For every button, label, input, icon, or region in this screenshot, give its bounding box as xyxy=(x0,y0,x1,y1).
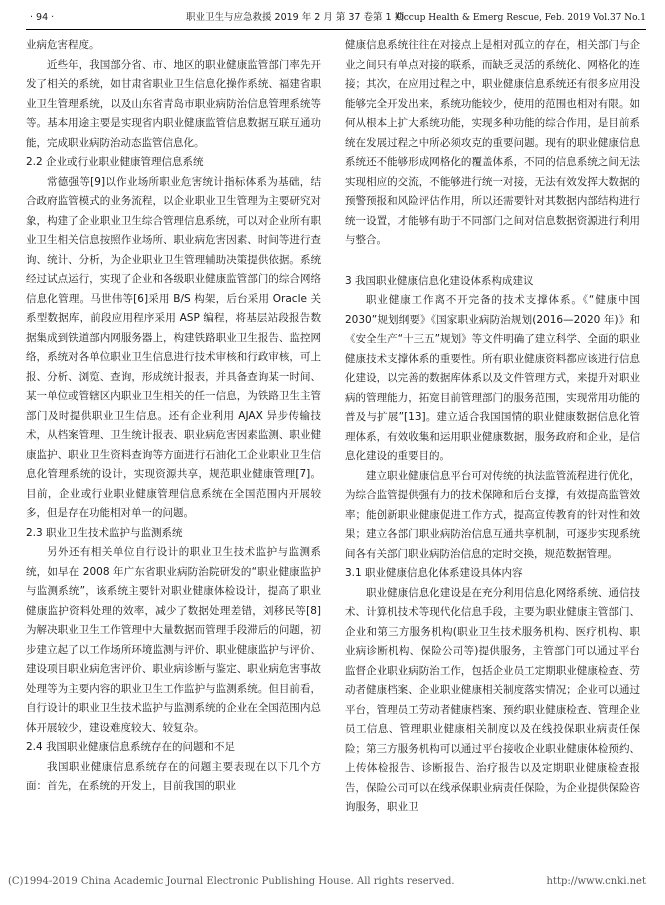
copyright-footer xyxy=(8,876,658,887)
journal-title-en: Occup Health & Emerg Rescue, Feb. 2019 Vol.37 No.1 xyxy=(396,13,646,23)
section-heading-2-4: 2.4 我国职业健康信息系统存在的问题和不足 xyxy=(26,741,236,753)
section-heading-2-3: 2.3 职业卫生技术监护与监测系统 xyxy=(26,526,183,539)
paragraph: 健康信息系统往往在对接点上是相对孤立的存在，相关部门与企业之间只有单点对接的联系，而缺乏灵活的系统化、网格化的连接；其次，在应用过程之中，职业健康信息系统还有很多应用没能够完全开发出来，系统功能较少，使用的范围也相对有限。如何从根本上扩大系统功能，实现多种功能的综合作用，是目前系统在发展过程之中所必须攻克的重要问题。现有的职业健康信息系统还不能够形成网格化的覆盖体系，不同的信息系统之间无法实现相应的交流，不能够进行统一对接，无法有效发挥大数据的预警预报和风险评估作用，所以还需要针对其数据内部结构进行统一设置，才能够有助于不同部门之间对信息数据资源进行利用与整合。 xyxy=(345,39,640,246)
section-heading-2-2: 2.2 企业或行业职业健康管理信息系统 xyxy=(26,156,204,168)
copyright-text: (C)1994-2019 China Academic Journal Electronic Publishing House. All rights reserved. xyxy=(8,876,455,887)
paragraph: 业病危害程度。 xyxy=(26,39,100,51)
running-header xyxy=(26,8,646,28)
section-heading-3: 3 我国职业健康信息化建设体系构成建议 xyxy=(345,274,534,287)
left-column xyxy=(26,36,321,797)
page-number: · 94 · xyxy=(30,12,55,23)
paragraph: 建立职业健康信息平台可对传统的执法监管流程进行优化，为综合监管提供强有力的技术保障和后台支撑，有效提高监管效率；能创新职业健康促进工作方式，提高宣传教育的针对性和效果；建立各部门职业病防治信息互通共享机制，可逐步实现系统间各有关部门职业病防治信息的定时交换，规范数据管理。 xyxy=(345,469,640,560)
paragraph: 职业健康信息化建设是在充分利用信息化网络系统、通信技术、计算机技术等现代化信息手段，主要为职业健康主管部门、企业和第三方服务机构(职业卫生技术服务机构、医疗机构、职业病诊断机构、保险公司等)提供服务，主管部门可以通过平台监督企业职业病防治工作，包括企业员工定期职业健康检查、劳动者健康档案、企业职业健康相关制度落实情况；企业可以通过平台，管理员工劳动者健康档案、预约职业健康检查、管理企业员工信息、管理职业健康相关制度以及在线投保职业病责任保险；第三方服务机构可以通过平台接收企业职业健康体检预约、上传体检报告、诊断报告、治疗报告以及定期职业健康检查报告，保险公司可以在线承保职业病责任保险，为企业提供保险咨询服务，职业卫 xyxy=(345,586,640,813)
paragraph: 另外还有相关单位自行设计的职业卫生技术监护与监测系统，如早在 2008 年广东省职业病防治院研发的“职业健康监护与监测系统”，该系统主要针对职业健康体检设计，提高了职业健康监护资料处理的效率，减少了数据处理差错，刘移民等[8]为解决职业卫生工作管理中大量数据而管理手段滞后的问题，初步建立起了以工作场所环境监测与评价、职业健康监护与评价、建设项目职业病危害评价、职业病诊断与鉴定、职业病危害事故处理等为主要内容的职业卫生工作监护与监测系统。但目前看，自行设计的职业卫生技术监护与监测系统的企业在全国范围内总体开展较少，建设难度较大、较复杂。 xyxy=(26,546,321,734)
right-column xyxy=(345,36,640,818)
paragraph: 近些年，我国部分省、市、地区的职业健康监管部门率先开发了相关的系统，如甘肃省职业卫生信息化操作系统、福建省职业卫生管理系统，以及山东省青岛市职业病防治信息管理系统等等。基本用途主要是实现省内职业健康监管信息数据互联互通功能，完成职业病防治动态监管信息化。 xyxy=(26,58,321,149)
section-heading-3-1: 3.1 职业健康信息化体系建设具体内容 xyxy=(345,567,523,579)
paragraph: 职业健康工作离不开完备的技术支撑体系。《“健康中国 2030”规划纲要》《国家职业病防治规划(2016—2020 年)》和《安全生产“十三五”规划》等文件明确了建立科学、全面的职业健康技术支撑体系的重要性。所有职业健康资料都应该进行信息化建设，以完善的数据库体系以及文件管理方式，来提升对职业病的管理能力，拓宽目前管理部门的服务范围，实现常用功能的普及与扩展”[13]。建立适合我国国情的职业健康数据信息化管理体系，有效收集和运用职业健康数据，服务政府和企业，是信息化建设的重要目的。 xyxy=(345,294,640,462)
header-rule xyxy=(26,29,646,30)
journal-title-cn: 职业卫生与应急救援 2019 年 2 月 第 37 卷第 1 期 xyxy=(186,12,405,23)
footer-url[interactable]: http://www.cnki.net xyxy=(546,876,646,887)
paragraph: 我国职业健康信息系统存在的问题主要表现在以下几个方面：首先，在系统的开发上，目前我国的职业 xyxy=(26,760,321,792)
paragraph: 常德强等[9]以作业场所职业危害统计指标体系为基础，结合政府监管模式的业务流程，以企业职业卫生管理为主要研究对象，构建了企业职业卫生综合管理信息系统，可以对企业所有职业卫生相关信息按照作业场所、职业病危害因素、时间等进行查询、统计、分析，为企业职业卫生管理辅助决策提供依据。系统经过试点运行，实现了企业和各级职业健康监管部门的综合网络信息化管理。马世伟等[6]采用 B/S 构架，后台采用 Oracle 关系型数据库，前段应用程序采用 ASP 编程，将基层站段报告数据集成到铁道部内网服务器上，构建铁路职业卫生报告、监控网络，系统对各单位职业卫生信息进行技术审核和行政审核，可上报、分析、浏览、查询，形成统计报表，并具备查询某一时间、某一单位或管辖区内职业卫生相关的任一信息，为铁路卫生主管部门及时提供职业卫生信息。还有企业利用 AJAX 异步传输技术，从档案管理、卫生统计报表、职业病危害因素监测、职业健康监护、职业卫生资料查询等方面进行石油化工企业职业卫生信息化管理系统的设计，实现资源共享，规范职业健康管理[7]。目前，企业或行业职业健康管理信息系统在全国范围内开展较多，但是存在功能相对单一的问题。 xyxy=(26,175,321,519)
